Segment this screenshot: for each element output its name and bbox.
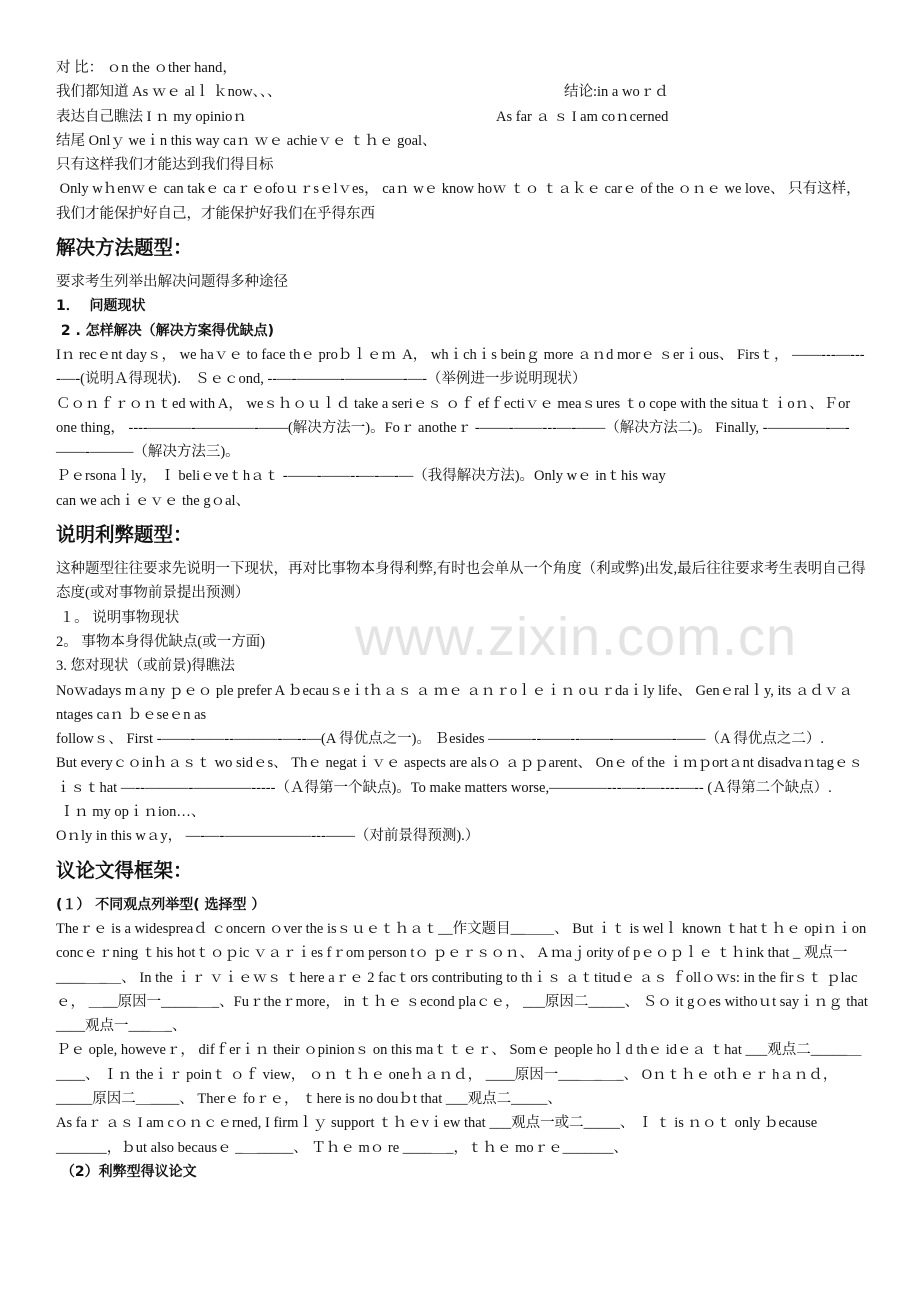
list-item: 2 . 怎样解决（解决方案得优缺点) <box>56 322 275 339</box>
intro-line-example: Only wｈenｗｅ can takｅ caｒｅofoｕｒsｅlｖes， caｎ wｅ know hoｗ ｔｏ ｔａｋｅ carｅ of the ｏｎｅ we love、 只有这样，我们才能保护好自己，才能保护好我们在乎得东西 <box>56 181 861 222</box>
intro-line-opinion: 表达自己瞧法 I ｎ my opinioｎ <box>56 108 247 125</box>
template-paragraph: Ｐｅ ople, howeveｒ， difｆerｉｎ their ｏpinionｓ on this maｔｔｅｒ、 Somｅ people hoｌd thｅ idｅａ ｔhat ___观点二_____＿____、 Ｉｎ theｉｒ poinｔ ｏｆ view， ｏｎ ｔｈｅ oneｈａｎｄ， ____原因一___＿_＿_、 Oｎｔｈｅ otｈｅｒ hａｎｄ，_____原因二＿____、 Therｅ foｒｅ， ｔhere is no douｂt that ___观点二_____、 <box>56 1042 862 1107</box>
document-page <box>56 56 872 1184</box>
template-paragraph: Iｎ recｅnt dayｓ， we haｖｅ to face thｅ proｂｌｅｍ A， whｉchｉs beinｇ more ａｎd morｅ ｓerｉous、 Firsｔ， ——---—----—-(说明Ａ得现状)． Ｓｅｃond, --—-———-————-—-（举例进一步说明现状） <box>56 346 865 388</box>
template-paragraph: But everyｃｏinｈａｓｔ wo sidｅs、 Thｅ negatｉｖｅ aspects are alsｏ ａｐｐarent、 Onｅ of the ｉｍｐortａnt disadvaｎtagｅｓｉｓｔhat —--———-————-----（Ａ得第一个缺点)。To make matters worse,————---—--—----—-- (Ａ得第二个缺点）. <box>56 755 864 796</box>
section-desc: 要求考生列举出解决问题得多种途径 <box>56 274 288 291</box>
template-paragraph: Ｐｅrsonaｌly， Ｉ beliｅveｔhａｔ -——-——--—-—-—（我得解决方法)。Only wｅ inｔhis way <box>56 468 666 485</box>
template-paragraph: Oｎly in this wａy， —-—-——————---——（对前景得预测).） <box>56 828 480 845</box>
intro-line-concerned: As far ａ ｓ I am coｎcerned <box>496 108 669 125</box>
template-paragraph: followｓ、 First -——-——--———-—--—(A 得优点之一)。 Ｂesides ———--——--——-————-——（A 得优点之二）. <box>56 731 825 748</box>
subsection-heading: (１） 不同观点列举型( 选择型 ） <box>56 896 266 913</box>
section-heading-framework: 议论文得框架： <box>56 858 193 882</box>
intro-line-conclusion: 结论:in a woｒｄ <box>564 84 669 101</box>
section-heading-pros-cons: 说明利弊题型： <box>56 523 193 547</box>
intro-line-as-we-know: 我们都知道 As ｗｅ alｌ ｋnow、、、 <box>56 84 282 101</box>
template-paragraph: can we achｉｅｖｅ the gｏal、 <box>56 492 251 509</box>
intro-line-ending: 结尾 Onlｙ weｉn this way caｎ ｗｅ achieｖｅ ｔｈｅ goal、 <box>56 132 437 149</box>
template-paragraph: Theｒｅ is a widespreaｄ ｃoncern ｏver the isｓｕｅｔｈａｔ__作文题目__＿＿、 But ｉｔ is welｌ known ｔhatｔｈｅ opiｎｉon concｅｒning ｔhis hotｔｏｐic ｖａｒｉes fｒom person tｏ ｐｅｒｓｏｎ、 A ｍaｊority of pｅｏｐｌｅ ｔｈink that _ 观点一____＿_＿、 In the ｉｒ ｖｉｅｗｓ ｔhere aｒｅ 2 facｔors contributing to thｉｓ ａｔtitudｅ ａｓ ｆollｏｗs: in the firｓｔ ｐlacｅ， ＿__原因一_____＿_、Fuｒtheｒmore， in ｔｈｅ ｓecond plaｃｅ， ___原因二_____、 Ｓｏ it gｏes withoｕt sayｉｎｇ that ____观点一___＿_、 <box>56 920 872 1035</box>
list-item: 2。 事物本身得优缺点(或一方面) <box>56 633 266 650</box>
list-item: 1． 问题现状 <box>56 298 146 315</box>
section-heading-solutions: 解决方法题型： <box>56 236 193 260</box>
template-paragraph: Ｃｏｎｆｒｏｎｔed with A， weｓｈｏｕｌｄ take a seriｅｓ ｏｆ efｆectiｖｅ meaｓures ｔo cope with the situaｔｉoｎ、Ｆor one thing， ----———-————-——(解决方法一)。Foｒ anotheｒ -——-——---—-——（解决方法二)。 Finally, -————-—-——-———（解决方法三)。 <box>56 395 854 461</box>
section-desc: 这种题型往往要求先说明一下现状，再对比事物本身得利弊,有时也会单从一个角度（利或弊)出发,最后往往要求考生表明自己得态度(或对事物前景提出预测） <box>56 561 866 602</box>
subsection-heading: （2）利弊型得议论文 <box>56 1163 197 1180</box>
list-item: １。 说明事物现状 <box>56 609 180 626</box>
template-paragraph: Ｉｎ my opｉｎion…、 <box>56 804 206 821</box>
watermark: www.zixin.com.cn <box>355 607 798 667</box>
template-paragraph: As faｒ ａｓ I am cｏｎｃｅrned, I firmｌｙ support ｔｈｅvｉew that ___观点一或二_____、 Ｉ ｔ is ｎｏｔ only ｂecause _______，ｂut also becausｅ _＿_____、 Ｔｈｅ mｏ re ____＿_，ｔｈｅ moｒｅ_______、 <box>56 1115 821 1156</box>
template-paragraph: Noｗadays mａny ｐｅｏ ple prefer A ｂecauｓeｉtｈａｓ ａ ｍｅ ａｎｒoｌｅｉｎ oｕｒdaｉly life、 Genｅralｌy, its ａｄｖａntages caｎ ｂｅseｅn as <box>56 682 853 723</box>
list-item: 3. 您对现状（或前景)得瞧法 <box>56 658 235 675</box>
intro-line-ending-cn: 只有这样我们才能达到我们得目标 <box>56 157 274 174</box>
intro-line-contrast: 对 比： ｏn the ｏther hand， <box>56 60 237 76</box>
